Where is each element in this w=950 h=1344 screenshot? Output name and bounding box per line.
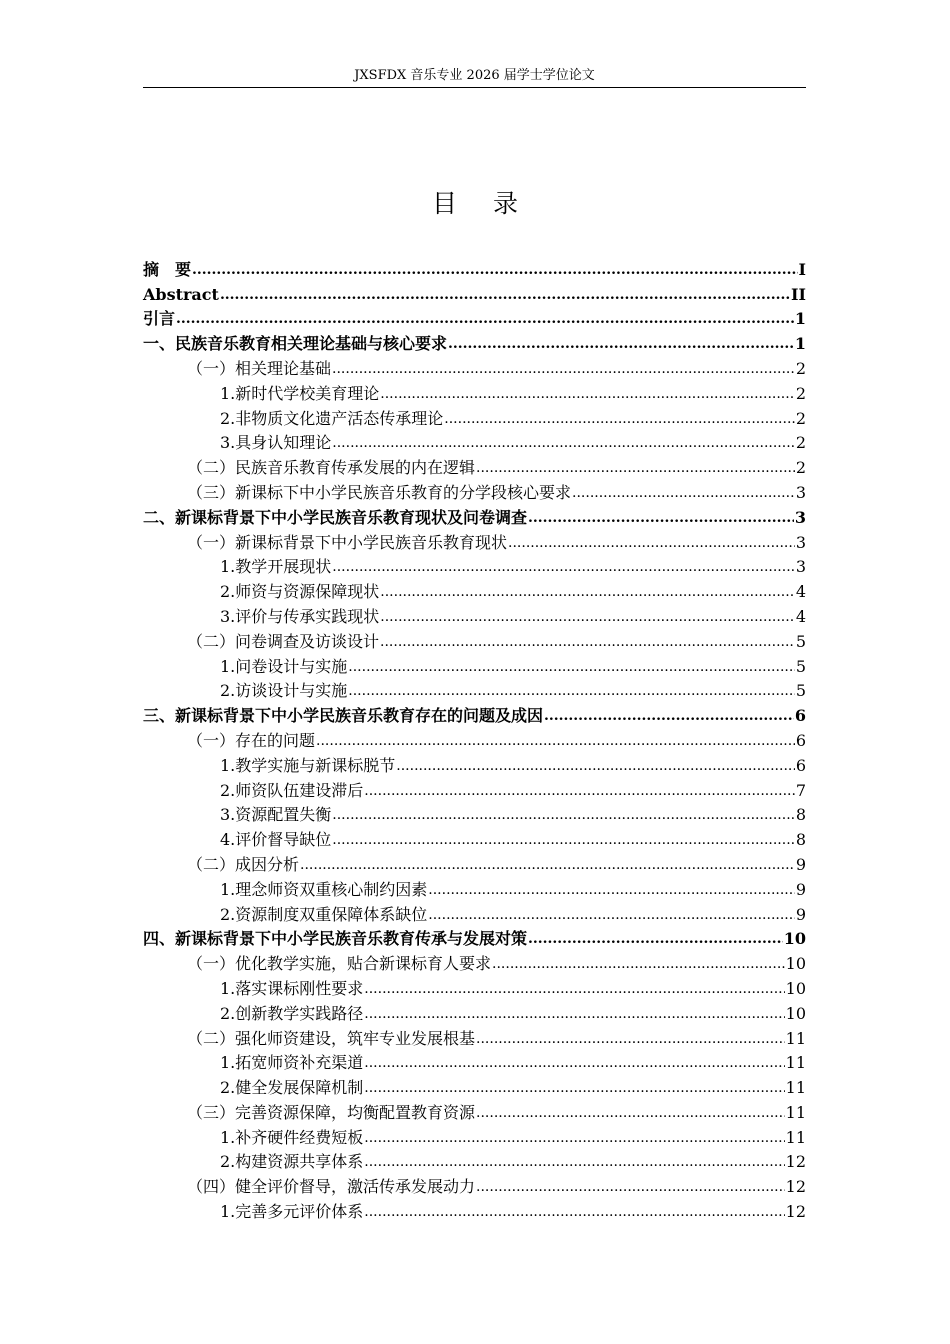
dot-leader — [364, 1202, 784, 1222]
toc-entry-label: 摘 要 — [143, 259, 192, 279]
toc-entry-label: （一）相关理论基础 — [187, 358, 332, 378]
toc-entry[interactable] — [143, 701, 806, 726]
toc-entry-page-number: II — [791, 284, 806, 304]
dot-leader — [348, 657, 795, 677]
dot-leader — [476, 1177, 785, 1197]
toc-entry[interactable] — [143, 602, 806, 627]
toc-entry[interactable] — [143, 726, 806, 751]
toc-entry-label: 1.理念师资双重核心制约因素 — [220, 879, 428, 899]
toc-entry-label: Abstract — [143, 284, 219, 304]
toc-entry[interactable] — [143, 553, 806, 578]
toc-entry-page-number: 9 — [795, 904, 806, 924]
dot-leader — [572, 483, 795, 503]
toc-entry-label: 3.评价与传承实践现状 — [220, 606, 380, 626]
toc-entry-page-number: 7 — [795, 780, 806, 800]
toc-entry-label: 2.访谈设计与实施 — [220, 681, 348, 701]
toc-entry-label: 1.拓宽师资补充渠道 — [220, 1053, 364, 1073]
toc-entry-page-number: 11 — [785, 1102, 806, 1122]
toc-entry-label: 1.教学开展现状 — [220, 557, 332, 577]
table-of-contents — [143, 255, 806, 1222]
toc-entry-page-number: 2 — [795, 458, 806, 478]
toc-entry[interactable] — [143, 503, 806, 528]
toc-entry-page-number: 4 — [795, 606, 806, 626]
toc-entry[interactable] — [143, 1123, 806, 1148]
toc-entry-label: （一）存在的问题 — [187, 730, 316, 750]
toc-entry[interactable] — [143, 850, 806, 875]
toc-entry-page-number: 8 — [795, 805, 806, 825]
toc-entry-label: （三）新课标下中小学民族音乐教育的分学段核心要求 — [187, 482, 572, 502]
toc-entry-page-number: 6 — [795, 730, 806, 750]
page-header: JXSFDX 音乐专业 2026 届学士学位论文 — [354, 68, 595, 83]
toc-entry-label: 2.资源制度双重保障体系缺位 — [220, 904, 428, 924]
dot-leader — [364, 979, 784, 999]
toc-entry-label: （三）完善资源保障，均衡配置教育资源 — [187, 1102, 476, 1122]
toc-entry-label: 一、民族音乐教育相关理论基础与核心要求 — [143, 334, 448, 354]
toc-entry-page-number: I — [798, 259, 806, 279]
toc-entry-page-number: 2 — [795, 383, 806, 403]
toc-entry[interactable] — [143, 478, 806, 503]
toc-entry[interactable] — [143, 1073, 806, 1098]
toc-entry-page-number: 5 — [795, 656, 806, 676]
dot-leader — [316, 731, 795, 751]
toc-entry-label: （二）民族音乐教育传承发展的内在逻辑 — [187, 458, 476, 478]
toc-entry[interactable] — [143, 1024, 806, 1049]
toc-entry-label: 引言 — [143, 309, 176, 329]
toc-entry[interactable] — [143, 280, 806, 305]
toc-entry-label: 2.构建资源共享体系 — [220, 1152, 364, 1172]
dot-leader — [348, 681, 795, 701]
dot-leader — [380, 384, 795, 404]
dot-leader — [528, 929, 783, 949]
toc-entry[interactable] — [143, 925, 806, 950]
toc-entry-page-number: 2 — [795, 408, 806, 428]
dot-leader — [508, 533, 795, 553]
toc-entry[interactable] — [143, 1148, 806, 1173]
toc-entry-page-number: 11 — [785, 1053, 806, 1073]
toc-entry[interactable] — [143, 627, 806, 652]
toc-entry-page-number: 12 — [785, 1152, 806, 1172]
toc-entry-label: 1.完善多元评价体系 — [220, 1202, 364, 1222]
toc-entry-page-number: 4 — [795, 582, 806, 602]
toc-entry[interactable] — [143, 652, 806, 677]
toc-entry-page-number: 2 — [795, 433, 806, 453]
toc-entry-label: 1.教学实施与新课标脱节 — [220, 755, 396, 775]
toc-entry-label: 1.落实课标刚性要求 — [220, 978, 364, 998]
toc-entry-label: 3.资源配置失衡 — [220, 805, 332, 825]
dot-leader — [364, 1152, 784, 1172]
toc-entry-label: 二、新课标背景下中小学民族音乐教育现状及问卷调查 — [143, 507, 528, 527]
toc-entry[interactable] — [143, 379, 806, 404]
toc-entry[interactable] — [143, 577, 806, 602]
toc-entry-label: 1.新时代学校美育理论 — [220, 383, 380, 403]
toc-entry[interactable] — [143, 329, 806, 354]
dot-leader — [476, 458, 795, 478]
dot-leader — [380, 632, 795, 652]
dot-leader — [428, 880, 795, 900]
toc-entry[interactable] — [143, 776, 806, 801]
toc-entry-page-number: 10 — [785, 954, 806, 974]
toc-entry-page-number: 3 — [795, 557, 806, 577]
dot-leader — [396, 756, 795, 776]
dot-leader — [448, 334, 794, 354]
toc-entry-page-number: 8 — [795, 830, 806, 850]
dot-leader — [332, 805, 795, 825]
toc-entry-label: 3.具身认知理论 — [220, 433, 332, 453]
toc-entry-page-number: 6 — [794, 706, 806, 726]
toc-entry-label: （四）健全评价督导，激活传承发展动力 — [187, 1177, 476, 1197]
toc-entry[interactable] — [143, 305, 806, 330]
toc-entry[interactable] — [143, 1197, 806, 1222]
toc-entry[interactable] — [143, 1049, 806, 1074]
toc-entry-label: 2.师资与资源保障现状 — [220, 582, 380, 602]
toc-entry-label: （一）新课标背景下中小学民族音乐教育现状 — [187, 532, 508, 552]
dot-leader — [380, 607, 795, 627]
toc-entry-page-number: 1 — [794, 309, 806, 329]
toc-entry[interactable] — [143, 677, 806, 702]
toc-entry[interactable] — [143, 801, 806, 826]
toc-entry-page-number: 11 — [785, 1078, 806, 1098]
toc-entry-label: （二）强化师资建设，筑牢专业发展根基 — [187, 1028, 476, 1048]
dot-leader — [476, 1103, 785, 1123]
toc-entry-page-number: 10 — [783, 929, 806, 949]
dot-leader — [192, 260, 798, 280]
dot-leader — [428, 905, 795, 925]
dot-leader — [332, 557, 795, 577]
toc-entry-page-number: 9 — [795, 879, 806, 899]
toc-entry-label: （二）问卷调查及访谈设计 — [187, 631, 380, 651]
dot-leader — [220, 285, 790, 305]
dot-leader — [332, 830, 795, 850]
dot-leader — [364, 1128, 784, 1148]
toc-entry-page-number: 3 — [794, 507, 806, 527]
toc-entry[interactable] — [143, 999, 806, 1024]
toc-entry[interactable] — [143, 404, 806, 429]
toc-entry-page-number: 10 — [785, 1003, 806, 1023]
toc-entry-label: （一）优化教学实施，贴合新课标育人要求 — [187, 954, 492, 974]
toc-entry-page-number: 5 — [795, 631, 806, 651]
toc-entry-page-number: 12 — [785, 1177, 806, 1197]
toc-entry[interactable] — [143, 875, 806, 900]
toc-entry-page-number: 3 — [795, 532, 806, 552]
toc-entry-page-number: 9 — [795, 854, 806, 874]
dot-leader — [492, 954, 785, 974]
toc-entry-label: 三、新课标背景下中小学民族音乐教育存在的问题及成因 — [143, 706, 544, 726]
toc-entry-label: 2.非物质文化遗产活态传承理论 — [220, 408, 444, 428]
toc-entry-label: 2.师资队伍建设滞后 — [220, 780, 364, 800]
toc-entry[interactable] — [143, 825, 806, 850]
dot-leader — [300, 855, 795, 875]
dot-leader — [364, 1004, 784, 1024]
toc-entry[interactable] — [143, 1172, 806, 1197]
dot-leader — [364, 1053, 784, 1073]
toc-entry[interactable] — [143, 354, 806, 379]
toc-entry-page-number: 12 — [785, 1202, 806, 1222]
dot-leader — [544, 706, 794, 726]
toc-entry-label: 1.补齐硬件经费短板 — [220, 1127, 364, 1147]
toc-entry[interactable] — [143, 974, 806, 999]
dot-leader — [176, 309, 794, 329]
toc-entry-label: 4.评价督导缺位 — [220, 830, 332, 850]
toc-entry-label: 四、新课标背景下中小学民族音乐教育传承与发展对策 — [143, 929, 528, 949]
toc-entry-page-number: 6 — [795, 755, 806, 775]
dot-leader — [364, 781, 795, 801]
toc-entry[interactable] — [143, 453, 806, 478]
dot-leader — [332, 359, 795, 379]
toc-entry-page-number: 3 — [795, 482, 806, 502]
toc-entry-page-number: 11 — [785, 1127, 806, 1147]
toc-entry[interactable] — [143, 751, 806, 776]
toc-entry[interactable] — [143, 429, 806, 454]
toc-title: 目 录 — [432, 189, 532, 218]
toc-entry[interactable] — [143, 255, 806, 280]
dot-leader — [380, 582, 795, 602]
toc-entry-label: 2.健全发展保障机制 — [220, 1078, 364, 1098]
toc-entry-label: 2.创新教学实践路径 — [220, 1003, 364, 1023]
toc-entry[interactable] — [143, 528, 806, 553]
dot-leader — [476, 1029, 785, 1049]
toc-entry-label: （二）成因分析 — [187, 854, 300, 874]
toc-entry-page-number: 2 — [795, 358, 806, 378]
toc-entry[interactable] — [143, 1098, 806, 1123]
header-rule — [143, 87, 806, 88]
toc-entry-page-number: 5 — [795, 681, 806, 701]
toc-entry[interactable] — [143, 949, 806, 974]
toc-entry[interactable] — [143, 900, 806, 925]
dot-leader — [444, 409, 795, 429]
toc-entry-page-number: 11 — [785, 1028, 806, 1048]
toc-entry-page-number: 1 — [794, 334, 806, 354]
toc-entry-label: 1.问卷设计与实施 — [220, 656, 348, 676]
dot-leader — [332, 433, 795, 453]
dot-leader — [528, 508, 794, 528]
dot-leader — [364, 1078, 784, 1098]
toc-entry-page-number: 10 — [785, 978, 806, 998]
